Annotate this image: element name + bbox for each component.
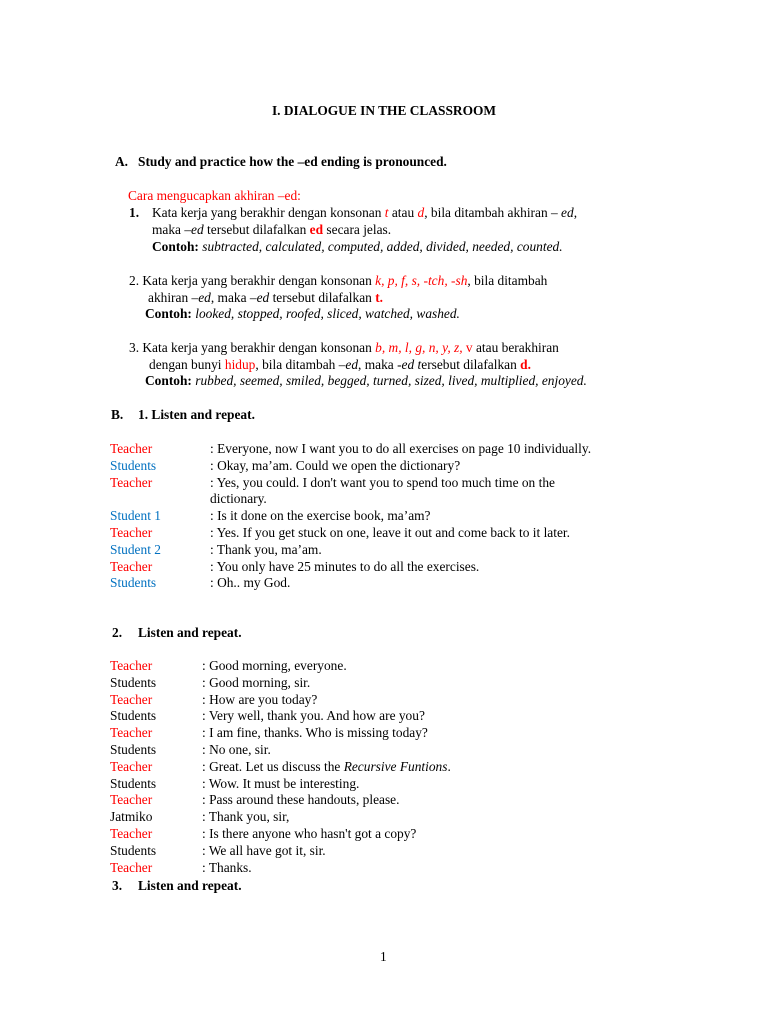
utterance: : How are you today? xyxy=(202,691,318,707)
rule3-example: Contoh: rubbed, seemed, smiled, begged, turned, sized, lived, multiplied, enjoyed. xyxy=(145,373,587,388)
speaker-name: Students xyxy=(110,842,157,858)
speaker-name: Jatmiko xyxy=(110,809,153,825)
utterance: : We all have got it, sir. xyxy=(202,842,326,858)
utterance: : Very well, thank you. And how are you? xyxy=(202,708,425,724)
utterance: : Good morning, everyone. xyxy=(202,658,347,673)
utterance: : Thank you, ma’am. xyxy=(210,541,322,557)
rule1-number: 1. xyxy=(129,205,140,220)
speaker-name: Teacher xyxy=(110,474,153,490)
section-a-heading: Study and practice how the –ed ending is pronounced. xyxy=(138,154,447,169)
rule2-example: Contoh: looked, stopped, roofed, sliced, watched, washed. xyxy=(145,306,460,321)
speaker-name: Student 2 xyxy=(110,541,161,557)
section-3-marker: 3. xyxy=(112,878,123,893)
speaker-name: Teacher xyxy=(110,558,153,574)
speaker-name: Teacher xyxy=(110,525,153,540)
page-title: I. DIALOGUE IN THE CLASSROOM xyxy=(271,103,497,118)
page-number: 1 xyxy=(380,949,387,964)
rule2-line2: akhiran –ed, maka –ed tersebut dilafalkan t. xyxy=(148,290,384,305)
section-b-marker: B. xyxy=(111,407,124,422)
speaker-name: Teacher xyxy=(110,859,153,875)
utterance: : I am fine, thanks. Who is missing today? xyxy=(202,725,428,741)
utterance: : Yes, you could. I don't want you to spend too much time on the xyxy=(210,474,555,490)
utterance: : Pass around these handouts, please. xyxy=(202,792,400,808)
speaker-name: Students xyxy=(110,708,157,724)
utterance: : Good morning, sir. xyxy=(202,674,311,690)
section-2-heading: Listen and repeat. xyxy=(138,625,242,640)
rule1-example: Contoh: subtracted, calculated, computed, added, divided, needed, counted. xyxy=(152,239,563,254)
speaker-name: Student 1 xyxy=(110,508,161,524)
rule2-line1: 2. Kata kerja yang berakhir dengan konsonan k, p, f, s, -tch, -sh, bila ditambah xyxy=(129,273,548,288)
rule3-line2: dengan bunyi hidup, bila ditambah –ed, maka -ed tersebut dilafalkan d. xyxy=(149,357,531,372)
section-a-marker: A. xyxy=(115,154,129,169)
utterance: : You only have 25 minutes to do all the exercises. xyxy=(210,558,480,574)
rule3-line1: 3. Kata kerja yang berakhir dengan konsonan b, m, l, g, n, y, z, v atau berakhiran xyxy=(129,340,559,355)
speaker-name: Teacher xyxy=(110,826,153,841)
utterance: : No one, sir. xyxy=(202,742,271,757)
section-3-heading: Listen and repeat. xyxy=(138,878,242,893)
utterance: : Wow. It must be interesting. xyxy=(202,775,360,791)
rule1-line1: Kata kerja yang berakhir dengan konsonan t atau d, bila ditambah akhiran – ed, xyxy=(152,205,578,220)
utterance: : Thank you, sir, xyxy=(202,809,290,825)
speaker-name: Teacher xyxy=(110,441,153,456)
speaker-name: Students xyxy=(110,775,157,791)
utterance: : Everyone, now I want you to do all exercises on page 10 individually. xyxy=(210,441,592,456)
utterance: : Is it done on the exercise book, ma’am? xyxy=(210,508,431,524)
speaker-name: Teacher xyxy=(110,725,153,741)
section-b-heading: 1. Listen and repeat. xyxy=(138,407,255,422)
speaker-name: Teacher xyxy=(110,758,153,774)
utterance: : Oh.. my God. xyxy=(210,575,291,591)
utterance: dictionary. xyxy=(210,491,267,507)
speaker-name: Teacher xyxy=(110,658,153,673)
rule1-line2: maka –ed tersebut dilafalkan ed secara jelas. xyxy=(152,222,392,237)
speaker-name: Students xyxy=(110,457,157,473)
section-2-marker: 2. xyxy=(112,625,123,640)
speaker-name: Teacher xyxy=(110,792,153,808)
utterance: : Yes. If you get stuck on one, leave it out and come back to it later. xyxy=(210,525,570,540)
utterance: : Is there anyone who hasn't got a copy? xyxy=(202,826,417,841)
speaker-name: Students xyxy=(110,742,157,757)
utterance: : Okay, ma’am. Could we open the dictionary? xyxy=(210,457,461,473)
utterance: : Thanks. xyxy=(202,859,252,875)
utterance: : Great. Let us discuss the Recursive Funtions. xyxy=(202,758,451,774)
speaker-name: Teacher xyxy=(110,691,153,707)
speaker-name: Students xyxy=(110,575,157,591)
ed-intro: Cara mengucapkan akhiran –ed: xyxy=(128,188,301,203)
speaker-name: Students xyxy=(110,674,157,690)
